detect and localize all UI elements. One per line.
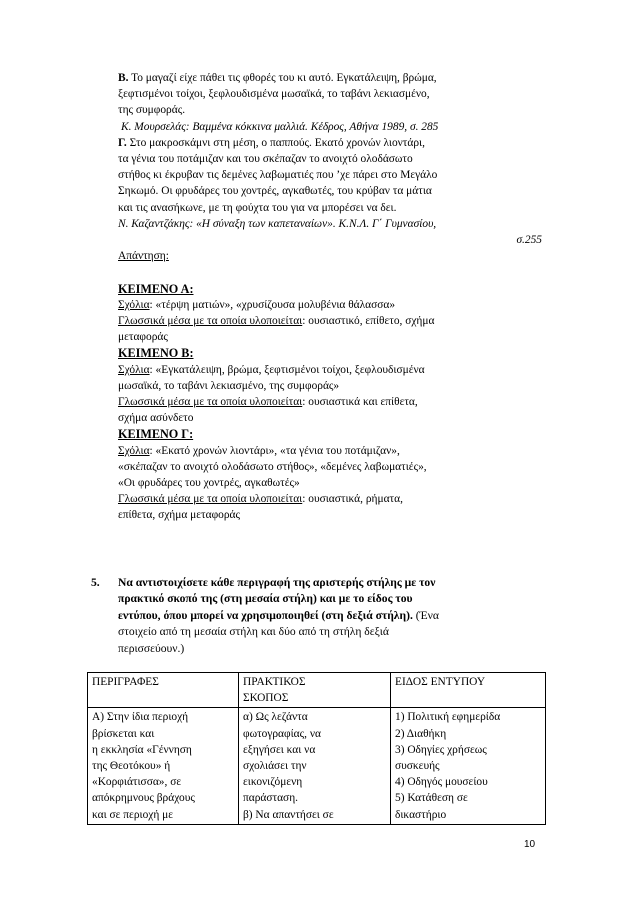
question-5-line-1: Να αντιστοιχίσετε κάθε περιγραφή της αριστερής στήλης με τον [118,576,436,589]
question-5 [91,575,543,657]
table-row [88,708,546,824]
question-5-line-4: στοιχείο από τη μεσαία στήλη και δύο από τη στήλη δεξιά [118,625,389,639]
text-g-line-5: και τις ανασήκωνε, με τη φούχτα του για να μπορέσει να δει. [118,201,397,214]
keimeno-b-scholia-text-1: : «Εγκατάλειψη, βρώμα, ξεφτισμένοι τοίχοι, ξεφλουδισμένα [149,363,425,376]
keimeno-g-scholia [118,443,542,492]
text-g-line-3: στήθος κι έκρυβαν τις δεμένες λαβωματιές που ’χε πάρει στο Μεγάλο [118,169,438,182]
table-header-row [88,673,546,708]
text-g-line-1: Στο μακροσκάμνι στη μέση, ο παππούς. Εκατό χρονών λιοντάρι, [126,136,425,149]
text-b-line-3: της συμφοράς. [118,104,186,117]
keimeno-a-means-text-1: : ουσιαστικό, επίθετο, σχήμα [302,315,435,328]
keimeno-g-scholia-text-2: «σκέπαζαν το ανοιχτό ολοδάσωτο στήθος», «δεμένες λαβωματιές», [118,460,427,473]
keimeno-a-means-text-2: μεταφοράς [118,331,168,344]
text-b-line-1: Το μαγαζί είχε πάθει τις φθορές του κι αυτό. Εγκατάλειψη, βρώμα, [128,72,437,84]
question-5-tail: (Ένα [412,608,439,622]
keimeno-a-means-label: Γλωσσικά μέσα με τα οποία υλοποιείται [118,315,303,328]
keimeno-g-heading: ΚΕΙΜΕΝΟ Γ: [118,427,194,442]
header-practical-purpose: ΠΡΑΚΤΙΚΟΣ ΣΚΟΠΟΣ [239,673,391,708]
descriptions-cell: Α) Στην ίδια περιοχή βρίσκεται και η εκκλησία «Γέννηση της Θεοτόκου» ή «Κορφιάτισσα», σε απόκρημνους βράχους και σε περιοχή με [88,708,239,824]
keimeno-a-scholia-text: : «τέρψη ματιών», «χρυσίζουσα μολυβένια θάλασσα» [149,298,396,311]
keimeno-g-means-text-1: : ουσιαστικά, ρήματα, [302,493,403,506]
text-g-line-2: τα γένια του ποτάμιζαν και του σκέπαζαν το ανοιχτό ολοδάσωτο [118,153,413,166]
matching-table [87,672,546,825]
answer-label: Απάντηση: [118,250,169,263]
purpose-cell: α) Ως λεζάντα φωτογραφίας, να εξηγήσει και να σχολιάσει την εικονιζόμενη παράσταση. β) Να απαντήσει σε [239,708,391,824]
keimeno-b-means-text-1: : ουσιαστικά και επίθετα, [302,396,418,409]
keimeno-b-heading: ΚΕΙΜΕΝΟ Β: [118,346,194,361]
header-descriptions: ΠΕΡΙΓΡΑΦΕΣ [88,673,239,708]
keimeno-b-means-label: Γλωσσικά μέσα με τα οποία υλοποιείται [118,396,303,409]
keimeno-b-scholia-label: Σχόλια [118,363,150,376]
keimeno-a-scholia [118,297,542,313]
keimeno-a-means [118,313,542,345]
keimeno-b-means-text-2: σχήμα ασύνδετο [118,412,194,425]
text-b-label: Β. [118,72,129,84]
keimeno-g-scholia-text-1: : «Εκατό χρονών λιοντάρι», «τα γένια του ποτάμιζαν», [149,444,400,457]
keimeno-g-means [118,491,542,523]
keimeno-a-heading: ΚΕΙΜΕΝΟ Α: [118,281,194,296]
text-g-source-1: Ν. Καζαντζάκης: «Η σύναξη των καπεταναίων». Κ.Ν.Λ. Γ΄ Γυμνασίου, [118,217,437,230]
keimeno-g-means-text-2: επίθετα, σχήμα μεταφοράς [118,509,241,522]
text-b-line-2: ξεφτισμένοι τοίχοι, ξεφλουδισμένα μωσαϊκά, το ταβάνι λεκιασμένο, [118,88,430,101]
question-5-line-2: πρακτικό σκοπό της (στη μεσαία στήλη) και με το είδος του [118,592,413,606]
text-g [118,135,542,216]
page-number: 10 [524,839,536,850]
keimeno-g-scholia-text-3: «Οι φρυδάρες του χοντρές, αγκαθωτές» [118,477,300,490]
text-g-source-2: σ.255 [516,234,542,247]
keimeno-a-scholia-label: Σχόλια [118,298,150,311]
document-type-cell: 1) Πολιτική εφημερίδα 2) Διαθήκη 3) Οδηγίες χρήσεως συσκευής 4) Οδηγός μουσείου 5) Κατάθεση σε δικαστήριο [391,708,546,824]
text-b [118,70,542,119]
keimeno-b-means [118,394,542,426]
question-5-number: 5. [91,576,100,589]
question-5-text [118,575,543,657]
keimeno-b-scholia-text-2: μωσαϊκά, το ταβάνι λεκιασμένο, της συμφοράς» [118,379,340,392]
keimeno-g-scholia-label: Σχόλια [118,444,150,457]
passage-block [118,70,542,524]
text-g-label: Γ. [118,136,127,149]
keimeno-g-means-label: Γλωσσικά μέσα με τα οποία υλοποιείται [118,493,303,506]
keimeno-b-scholia [118,362,542,394]
question-5-line-5: περισσεύουν.) [118,641,185,655]
text-b-source: Κ. Μουρσελάς: Βαμμένα κόκκινα μαλλιά. Κέδρος, Αθήνα 1989, σ. 285 [121,120,439,133]
text-g-line-4: Σηκωμό. Οι φρυδάρες του χοντρές, αγκαθωτές, του κρύβαν τα μάτια [118,185,432,198]
question-5-line-3: εντύπου, όπου μπορεί να χρησιμοποιηθεί (στη δεξιά στήλη). [118,608,413,622]
header-document-type: ΕΙΔΟΣ ΕΝΤΥΠΟΥ [391,673,546,708]
